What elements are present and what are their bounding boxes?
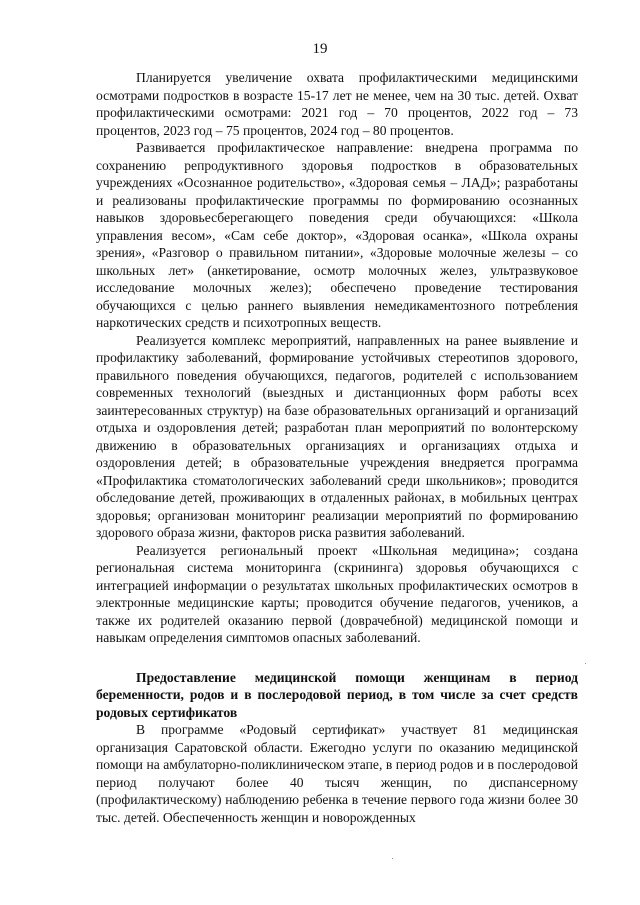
paragraph-prevention-programs: Развивается профилактическое направление: внедрена программа по сохранению репродуктивного здоровья подростков в образовательных учреждениях «Осознанное родительство», «Здоровая семья – ЛАД»; разработаны и реализованы профилактические программы по формированию осознанных навыков здоровьесберегающего поведения среди обучающихся: «Школа управления весом», «Сам себе доктор», «Здоровая осанка», «Школа охраны зрения», «Разговор о правильном питании», «Здоровые молочные железы – со школьных лет» (анкетирование, осмотр молочных желез, ультразвуковое исследование молочных желез); обеспечено проведение тестирования обучающихся с целью раннего выявления немедикаментозного потребления наркотических средств и психотропных веществ. bbox=[96, 140, 578, 330]
scan-speck bbox=[585, 663, 586, 664]
paragraph-school-medicine: Реализуется региональный проект «Школьная медицина»; создана региональная система мониторинга (скрининга) здоровья обучающихся с интеграцией информации о результатах школьных профилактических осмотров в электронные медицинские карты; проводится обучение педагогов, учеников, а также их родителей оказанию первой (доврачебной) медицинской помощи и навыкам определения симптомов опасных заболеваний. bbox=[96, 542, 578, 645]
paragraph-screening-coverage: Планируется увеличение охвата профилактическими медицинскими осмотрами подростков в возрасте 15-17 лет не менее, чем на 30 тыс. детей. Охват профилактическими осмотрами: 2021 год – 70 процентов, 2022 год – 73 процентов, 2023 год – 75 процентов, 2024 год – 80 процентов. bbox=[96, 70, 578, 138]
section-heading: Предоставление медицинской помощи женщинам в период беременности, родов и в послеродовой период, в том числе за счет средств родовых сертификатов bbox=[96, 669, 578, 720]
paragraph-prevention-measures: Реализуется комплекс мероприятий, направленных на ранее выявление и профилактику заболеваний, формирование устойчивых стереотипов здорового, правильного поведения обучающихся, педагогов, родителей с использованием современных технологий (выездных и дистанционных форм работы всех заинтересованных структур) на базе образовательных организаций и организаций отдыха и оздоровления детей; разработан план мероприятий по волонтерскому движению в образовательных организациях и организациях отдыха и оздоровления детей; в образовательные учреждения внедряется программа «Профилактика стоматологических заболеваний среди школьников»; проводится обследование детей, проживающих в отдаленных районах, в мобильных центрах здоровья; организован мониторинг реализации мероприятий по формированию здорового образа жизни, факторов риска развития заболеваний. bbox=[96, 332, 578, 540]
page-number: 19 bbox=[312, 41, 328, 57]
paragraph-birth-certificate: В программе «Родовый сертификат» участвует 81 медицинская организация Саратовской области. Ежегодно услуги по оказанию медицинской помощи на амбулаторно-поликлиническом этапе, в период родов и в послеродовой период получают более 40 тысяч женщин, по диспансерному (профилактическому) наблюдению ребенка в течение первого года жизни более 30 тыс. детей. Обеспеченность женщин и новорожденных bbox=[96, 722, 578, 825]
scan-speck bbox=[392, 858, 393, 859]
document-body bbox=[96, 69, 578, 826]
